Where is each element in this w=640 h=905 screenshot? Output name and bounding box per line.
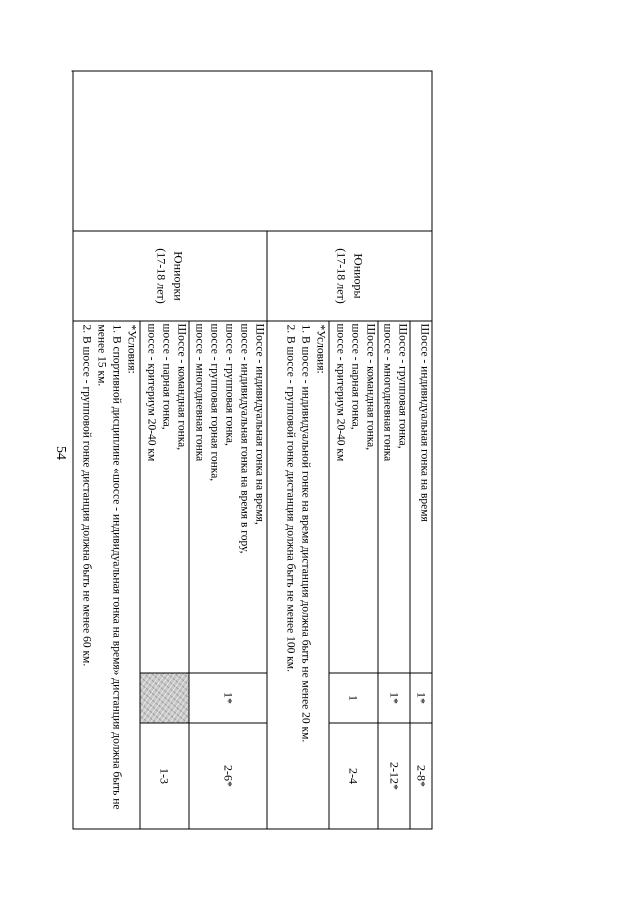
col-b-cell: 2-6* — [189, 723, 267, 829]
rotated-table-wrapper — [74, 71, 433, 829]
discipline-cell: Шоссе - командная гонка, шоссе - парная гонка, шоссе - критериум 20-40 км — [140, 321, 189, 673]
col-b-cell: 1-3 — [140, 723, 189, 829]
age-group-juniors: Юниоры (17-18 лет) — [267, 231, 432, 321]
col-b-cell: 2-8* — [410, 723, 432, 829]
table-row — [410, 71, 432, 829]
col-a-cell: 1* — [189, 673, 267, 723]
col-b-cell: 2-12* — [378, 723, 410, 829]
col-a-cell: 1* — [410, 673, 432, 723]
col-a-cell: 1* — [378, 673, 410, 723]
conditions-juniors: *Условия: 1. В шоссе - индивидуальной гонке на время дистанция должна быть не менее 20 км. 2. В шоссе - групповой гонке дистанция должна быть не менее 100 км. — [267, 321, 329, 829]
blank-first-column — [73, 71, 432, 231]
discipline-cell: Шоссе - индивидуальная гонка на время, шоссе - индивидуальная гонка на время в гору, шоссе - групповая гонка, шоссе - групповая горная гонка, шоссе - многодневная гонка — [189, 321, 267, 673]
col-b-cell: 2-4 — [329, 723, 378, 829]
conditions-junior-women: *Условия: 1. В спортивной дисциплине «шоссе - индивидуальная гонка на время» дистанция должна быть не менее 15 км. 2. В шоссе - групповой гонке дистанция должна быть не менее 60 км. — [73, 321, 140, 829]
discipline-cell: Шоссе - командная гонка, шоссе - парная гонка, шоссе - критериум 20-40 км — [329, 321, 378, 673]
shaded-cell — [140, 673, 189, 723]
competition-table — [73, 71, 433, 830]
page-number: 54 — [53, 446, 68, 460]
discipline-cell: Шоссе - групповая гонка, шоссе - многодневная гонка — [378, 321, 410, 673]
discipline-cell: Шоссе - индивидуальная гонка на время — [410, 321, 432, 673]
age-group-junior-women: Юниорки (17-18 лет) — [73, 231, 267, 321]
col-a-cell: 1 — [329, 673, 378, 723]
